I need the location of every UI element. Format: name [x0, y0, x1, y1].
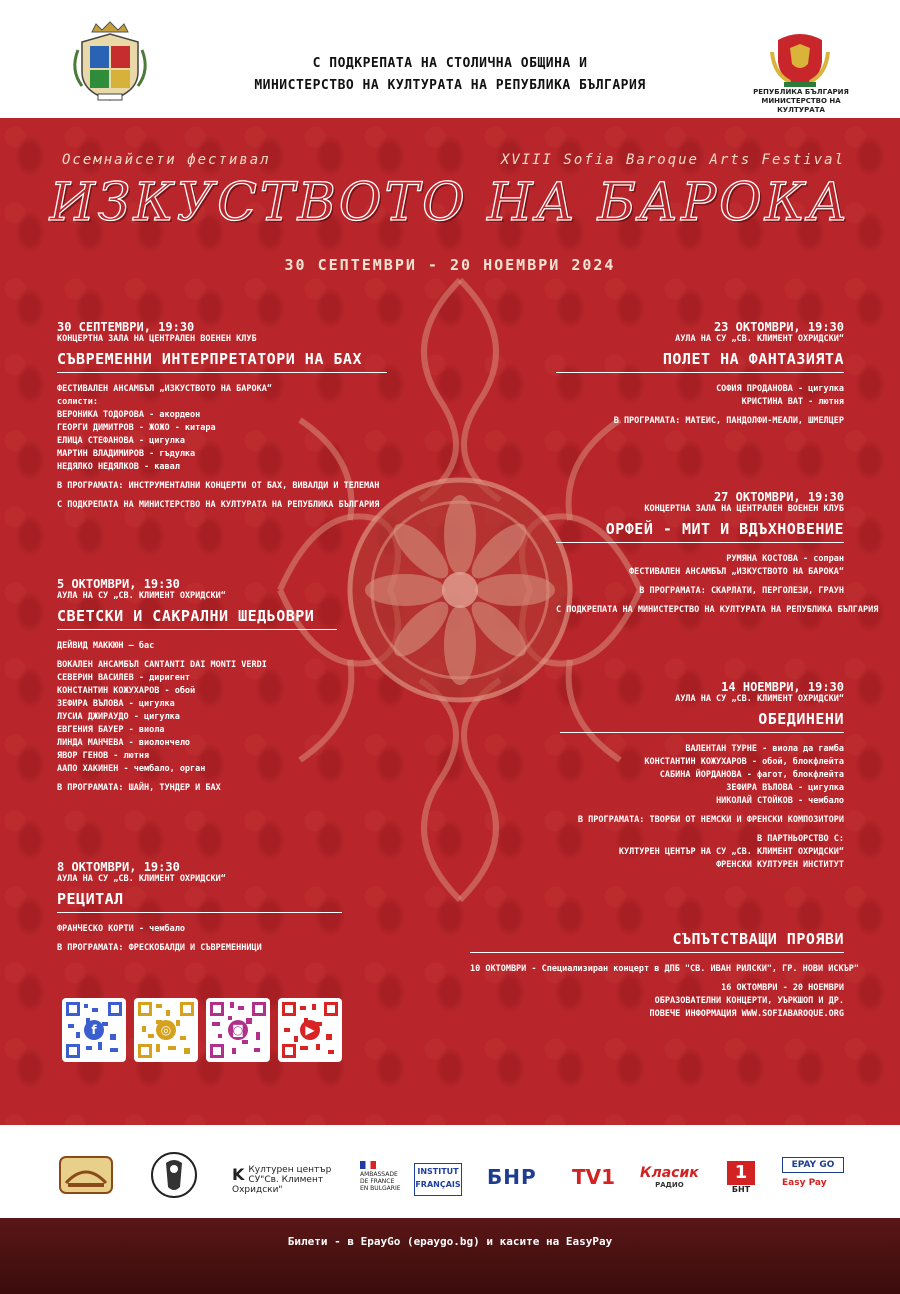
epay-logo: [782, 1157, 844, 1189]
divider: [556, 372, 844, 373]
performer: ДЕЙВИД МАККЮН – бас: [57, 641, 155, 651]
performer: ЕВГЕНИЯ БАУЕР - виола: [57, 725, 165, 735]
facebook-icon: f: [84, 1020, 104, 1040]
performer: ГЕОРГИ ДИМИТРОВ - ЖОЖО - китара: [57, 423, 216, 433]
bnt-mark: 1: [727, 1161, 755, 1185]
performer: МАРТИН ВЛАДИМИРОВ - гъдулка: [57, 449, 196, 459]
event-program: В ПРОГРАМАТА: ИНСТРУМЕНТАЛНИ КОНЦЕРТИ ОТ БАХ, ВИВАЛДИ И ТЕЛЕМАН: [57, 481, 380, 491]
institut-francais-logo: INSTITUT FRANÇAIS: [414, 1163, 462, 1196]
event-title: РЕЦИТАЛ: [57, 890, 124, 908]
divider: [57, 912, 342, 913]
support-text: [190, 53, 710, 97]
event-date: 27 ОКТОМВРИ, 19:30: [713, 490, 844, 504]
performer: САБИНА ЙОРДАНОВА - фагот, блокфлейта: [659, 770, 844, 780]
performer: ЗЕФИРА ВЪЛОВА - цигулка: [726, 783, 844, 793]
event-1: [57, 320, 387, 512]
event-2: [57, 577, 337, 795]
performer: ААПО ХАКИНЕН - чембало, орган: [57, 764, 206, 774]
event-title: ОБЕДИНЕНИ: [758, 710, 844, 728]
event-date: 30 СЕПТЕМВРИ, 19:30: [57, 320, 195, 334]
support-line-1: С ПОДКРЕПАТА НА СТОЛИЧНА ОБЩИНА И: [312, 56, 588, 71]
performer: ЛИНДА МАНЧЕВА - виолончело: [57, 738, 191, 748]
event-4: [556, 320, 844, 428]
ministry-label: [745, 88, 857, 115]
performer: КРИСТИНА ВАТ - лютня: [741, 397, 844, 407]
kc-logo-text: Културен център СУ"Св. Климент Охридски": [232, 1165, 332, 1195]
event-5: [556, 490, 879, 617]
instagram-icon: ◙: [228, 1020, 248, 1040]
performer: ФЕСТИВАЛЕН АНСАМБЪЛ „ИЗКУСТВОТО НА БАРОКА“: [57, 384, 272, 394]
event-6: [560, 680, 844, 872]
bnr-logo: БНР: [487, 1165, 537, 1189]
header: [0, 0, 900, 118]
side-events-title: СЪПЪТСТВАЩИ ПРОЯВИ: [672, 930, 844, 948]
qr-code-facebook[interactable]: [62, 998, 126, 1062]
event-venue: АУЛА НА СУ „СВ. КЛИМЕНТ ОХРИДСКИ“: [675, 694, 844, 704]
performer: ВЕРОНИКА ТОДОРОВА - акордеон: [57, 410, 201, 420]
performer: СОФИЯ ПРОДАНОВА - цигулка: [716, 384, 844, 394]
klasik-radio-logo: [640, 1165, 699, 1189]
kc-logo: [232, 1165, 342, 1195]
tickets-info: Билети - в EpayGo (epaygo.bg) и касите на EasyPay: [287, 1235, 613, 1248]
event-venue: КОНЦЕРТНА ЗАЛА НА ЦЕНТРАЛЕН ВОЕНЕН КЛУБ: [644, 504, 844, 514]
youtube-icon: ▶: [300, 1020, 320, 1040]
sofia-coat-of-arms-icon: [68, 20, 152, 104]
festival-dates: 30 СЕПТЕМВРИ - 20 НОЕМВРИ 2024: [284, 256, 616, 274]
klasik-name: Класик: [640, 1165, 699, 1181]
performer: НИКОЛАЙ СТОЙКОВ - чембало: [716, 796, 844, 806]
event-program: В ПРОГРАМАТА: СКАРЛАТИ, ПЕРГОЛЕЗИ, ГРАУН: [639, 586, 844, 596]
performer: ЕЛИЦА СТЕФАНОВА - цигулка: [57, 436, 185, 446]
bnt-text: БНТ: [731, 1185, 751, 1194]
divider: [560, 732, 844, 733]
event-venue: КОНЦЕРТНА ЗАЛА НА ЦЕНТРАЛЕН ВОЕНЕН КЛУБ: [57, 334, 257, 344]
divider: [57, 629, 337, 630]
qr-code-web[interactable]: [134, 998, 198, 1062]
bulgaria-coat-of-arms-icon: [770, 28, 830, 88]
web-icon: ◎: [156, 1020, 176, 1040]
ministry-line-1: РЕПУБЛИКА БЪЛГАРИЯ: [753, 88, 849, 96]
sponsors-bar: [0, 1125, 900, 1218]
performer: КОНСТАНТИН КОЖУХАРОВ - обой: [57, 686, 196, 696]
event-title: СВЕТСКИ И САКРАЛНИ ШЕДЬОВРИ: [57, 607, 315, 625]
event-program: В ПРОГРАМАТА: ШАЙН, ТУНДЕР И БАХ: [57, 783, 221, 793]
event-partners: В ПАРТНЬОРСТВО С:: [757, 834, 844, 844]
divider: [556, 542, 844, 543]
easypay-text: Easy Pay: [782, 1178, 827, 1188]
performer: НЕДЯЛКО НЕДЯЛКОВ - кавал: [57, 462, 180, 472]
klasik-sub: РАДИО: [655, 1181, 684, 1189]
event-date: 14 НОЕМВРИ, 19:30: [721, 680, 844, 694]
epay-go-text: EPAY GO: [782, 1157, 844, 1173]
performer: ЗЕФИРА ВЪЛОВА - цигулка: [57, 699, 175, 709]
performer: солисти:: [57, 397, 98, 407]
event-title: ПОЛЕТ НА ФАНТАЗИЯТА: [662, 350, 844, 368]
event-venue: АУЛА НА СУ „СВ. КЛИМЕНТ ОХРИДСКИ“: [675, 334, 844, 344]
performer: ВОКАЛЕН АНСАМБЪЛ CANTANTI DAI MONTI VERDI: [57, 660, 267, 670]
side-event-line: 16 ОКТОМВРИ - 20 НОЕМВРИ: [721, 983, 844, 993]
performer: СЕВЕРИН ВАСИЛЕВ - диригент: [57, 673, 191, 683]
event-note: С ПОДКРЕПАТА НА МИНИСТЕРСТВО НА КУЛТУРАТА НА РЕПУБЛИКА БЪЛГАРИЯ: [556, 605, 879, 615]
performer: ЛУСИА ДЖИРАУДО - цигулка: [57, 712, 180, 722]
event-title: ОРФЕЙ - МИТ И ВДЪХНОВЕНИЕ: [605, 520, 844, 538]
side-event-line: 10 ОКТОМВРИ - Специализиран концерт в ДПБ "СВ. ИВАН РИЛСКИ", ГР. НОВИ ИСКЪР": [470, 964, 859, 974]
festival-name-bg: Осемнайсети фестивал: [62, 152, 271, 168]
event-program: В ПРОГРАМАТА: МАТЕИС, ПАНДОЛФИ-МЕАЛИ, ШМЕЛЦЕР: [613, 416, 844, 426]
qr-code-youtube[interactable]: [278, 998, 342, 1062]
support-line-2: МИНИСТЕРСТВО НА КУЛТУРАТА НА РЕПУБЛИКА БЪЛГАРИЯ: [254, 78, 646, 93]
ambassade-logo: [360, 1161, 404, 1192]
event-venue: АУЛА НА СУ „СВ. КЛИМЕНТ ОХРИДСКИ“: [57, 591, 226, 601]
footer: [0, 1218, 900, 1294]
performer: РУМЯНА КОСТОВА - сопран: [726, 554, 844, 564]
event-3: [57, 860, 342, 955]
event-partners: ФРЕНСКИ КУЛТУРЕН ИНСТИТУТ: [716, 860, 844, 870]
event-program: В ПРОГРАМАТА: ТВОРБИ ОТ НЕМСКИ И ФРЕНСКИ КОМПОЗИТОРИ: [577, 815, 844, 825]
kc-mark-icon: K: [232, 1165, 245, 1184]
french-flag-icon: [360, 1161, 376, 1169]
performer: ВАЛЕНТАН ТУРНЕ - виола да гамба: [685, 744, 844, 754]
performer: ЯВОР ГЕНОВ - лютня: [57, 751, 150, 761]
ensemble-logo-icon: [58, 1155, 114, 1195]
event-title: СЪВРЕМЕННИ ИНТЕРПРЕТАТОРИ НА БАХ: [57, 350, 362, 368]
event-partners: КУЛТУРЕН ЦЕНТЪР НА СУ „СВ. КЛИМЕНТ ОХРИДСКИ“: [618, 847, 844, 857]
event-date: 5 ОКТОМВРИ, 19:30: [57, 577, 180, 591]
divider: [57, 372, 387, 373]
side-event-line: ОБРАЗОВАТЕЛНИ КОНЦЕРТИ, УЪРКШОП И ДР.: [654, 996, 844, 1006]
side-events: [470, 925, 859, 1021]
festival-name-en: XVIII Sofia Baroque Arts Festival: [500, 152, 845, 168]
sofia-university-seal-icon: [150, 1149, 198, 1201]
event-date: 23 ОКТОМВРИ, 19:30: [713, 320, 844, 334]
event-date: 8 ОКТОМВРИ, 19:30: [57, 860, 180, 874]
ambassade-text: AMBASSADE DE FRANCE EN BULGARIE: [360, 1171, 401, 1192]
event-program: В ПРОГРАМАТА: ФРЕСКОБАЛДИ И СЪВРЕМЕННИЦИ: [57, 943, 262, 953]
website-link[interactable]: ПОВЕЧЕ ИНФОРМАЦИЯ WWW.SOFIABAROQUE.ORG: [649, 1009, 844, 1019]
event-note: С ПОДКРЕПАТА НА МИНИСТЕРСТВО НА КУЛТУРАТА НА РЕПУБЛИКА БЪЛГАРИЯ: [57, 500, 380, 510]
divider: [470, 952, 844, 953]
performer: КОНСТАНТИН КОЖУХАРОВ - обой, блокфлейта: [644, 757, 844, 767]
event-venue: АУЛА НА СУ „СВ. КЛИМЕНТ ОХРИДСКИ“: [57, 874, 226, 884]
performer: ФРАНЧЕСКО КОРТИ - чембало: [57, 924, 185, 934]
performer: ФЕСТИВАЛЕН АНСАМБЪЛ „ИЗКУСТВОТО НА БАРОКА“: [629, 567, 844, 577]
qr-code-instagram[interactable]: [206, 998, 270, 1062]
bnt-logo: [727, 1161, 755, 1195]
festival-title: ИЗКУСТВОТО НА БАРОКА: [49, 173, 851, 233]
ministry-line-2: МИНИСТЕРСТВО НА КУЛТУРАТА: [761, 97, 841, 114]
qr-codes: [62, 998, 342, 1070]
tv1-logo: TV1: [572, 1165, 616, 1189]
